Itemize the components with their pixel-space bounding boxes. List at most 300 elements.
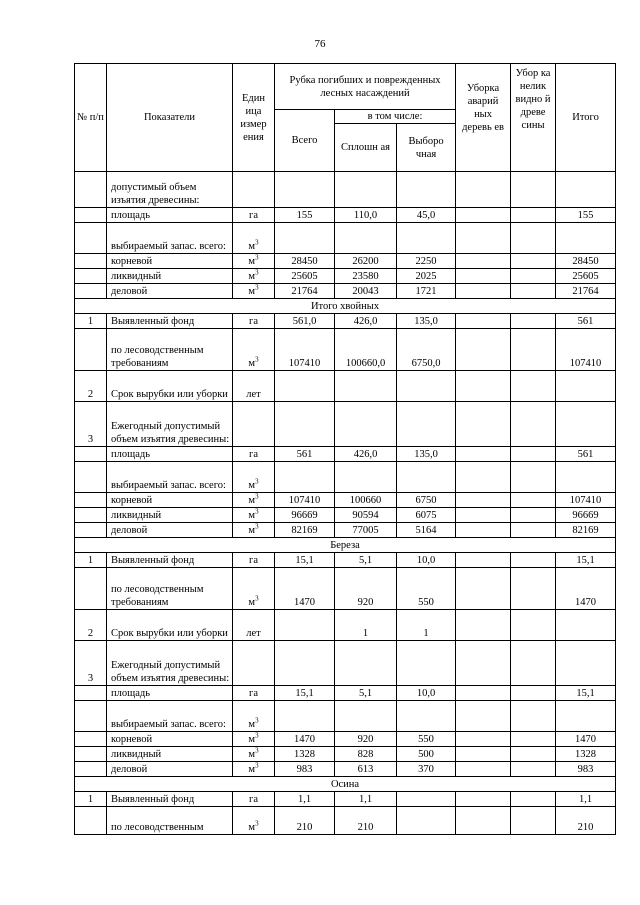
- row-label: деловой: [107, 284, 233, 299]
- value-cell: [456, 641, 511, 686]
- unit-exponent: 3: [255, 477, 259, 486]
- value-cell: 100660: [335, 493, 397, 508]
- row-label: площадь: [107, 208, 233, 223]
- unit-exponent: 3: [255, 492, 259, 501]
- unit-text: м: [248, 510, 256, 521]
- unit-text: м: [248, 734, 256, 745]
- value-cell: [511, 523, 556, 538]
- row-unit: [233, 807, 275, 835]
- value-cell: [511, 371, 556, 402]
- value-cell: 210: [556, 807, 616, 835]
- value-cell: [456, 371, 511, 402]
- row-label: выбираемый запас. всего:: [107, 462, 233, 493]
- section-title: Итого хвойных: [75, 299, 616, 314]
- row-unit: лет: [233, 610, 275, 641]
- row-label: допустимый объем изъятия древесины:: [107, 172, 233, 208]
- row-label: Ежегодный допустимый объем изъятия древесины:: [107, 402, 233, 447]
- row-unit: [233, 223, 275, 254]
- header-num: № п/п: [75, 64, 107, 172]
- unit-exponent: 3: [255, 522, 259, 531]
- value-cell: 2025: [397, 269, 456, 284]
- header-including: в том числе:: [335, 110, 456, 124]
- unit-text: м: [248, 286, 256, 297]
- section-header-row: [75, 538, 616, 553]
- unit-exponent: 3: [255, 268, 259, 277]
- table-row: [75, 792, 616, 807]
- value-cell: 920: [335, 732, 397, 747]
- value-cell: 983: [275, 762, 335, 777]
- row-label: выбираемый запас. всего:: [107, 701, 233, 732]
- value-cell: 10,0: [397, 553, 456, 568]
- header-grand-total: Итого: [556, 64, 616, 172]
- value-cell: [511, 553, 556, 568]
- table-row: [75, 223, 616, 254]
- row-label: Выявленный фонд: [107, 792, 233, 807]
- row-number: [75, 701, 107, 732]
- table-row: [75, 568, 616, 610]
- value-cell: 561,0: [275, 314, 335, 329]
- value-cell: 15,1: [556, 553, 616, 568]
- value-cell: 20043: [335, 284, 397, 299]
- value-cell: [511, 329, 556, 371]
- table-row: [75, 553, 616, 568]
- value-cell: [397, 807, 456, 835]
- value-cell: 1,1: [275, 792, 335, 807]
- value-cell: 90594: [335, 508, 397, 523]
- value-cell: 6750: [397, 493, 456, 508]
- unit-text: м: [248, 495, 256, 506]
- row-unit: [233, 254, 275, 269]
- row-unit: [233, 762, 275, 777]
- unit-text: м: [248, 241, 256, 252]
- value-cell: 561: [556, 314, 616, 329]
- value-cell: 370: [397, 762, 456, 777]
- page-number: 76: [314, 38, 326, 50]
- row-number: [75, 329, 107, 371]
- value-cell: 210: [335, 807, 397, 835]
- row-number: [75, 223, 107, 254]
- value-cell: 23580: [335, 269, 397, 284]
- value-cell: [456, 284, 511, 299]
- value-cell: 561: [275, 447, 335, 462]
- value-cell: 155: [275, 208, 335, 223]
- row-unit: [233, 701, 275, 732]
- value-cell: [511, 493, 556, 508]
- value-cell: 28450: [275, 254, 335, 269]
- unit-exponent: 3: [255, 253, 259, 262]
- unit-text: м: [248, 480, 256, 491]
- value-cell: [511, 269, 556, 284]
- value-cell: 1: [397, 610, 456, 641]
- row-number: [75, 254, 107, 269]
- row-number: [75, 568, 107, 610]
- value-cell: [456, 329, 511, 371]
- table-row: [75, 329, 616, 371]
- row-label: площадь: [107, 447, 233, 462]
- value-cell: 1470: [556, 568, 616, 610]
- table-row: [75, 208, 616, 223]
- value-cell: 28450: [556, 254, 616, 269]
- section-title: Береза: [75, 538, 616, 553]
- value-cell: [456, 701, 511, 732]
- row-unit: [233, 493, 275, 508]
- value-cell: 15,1: [275, 553, 335, 568]
- row-label: Ежегодный допустимый объем изъятия древесины:: [107, 641, 233, 686]
- value-cell: [456, 523, 511, 538]
- value-cell: 5,1: [335, 686, 397, 701]
- value-cell: 920: [335, 568, 397, 610]
- header-total: Всего: [275, 110, 335, 172]
- value-cell: [335, 172, 397, 208]
- value-cell: 550: [397, 568, 456, 610]
- table-row: [75, 747, 616, 762]
- table-row: [75, 807, 616, 835]
- value-cell: [511, 807, 556, 835]
- row-unit: га: [233, 314, 275, 329]
- row-number: [75, 732, 107, 747]
- row-number: [75, 462, 107, 493]
- value-cell: 107410: [556, 329, 616, 371]
- value-cell: [275, 701, 335, 732]
- value-cell: 1470: [275, 732, 335, 747]
- unit-exponent: 3: [255, 761, 259, 770]
- table-row: [75, 641, 616, 686]
- value-cell: [456, 172, 511, 208]
- unit-exponent: 3: [255, 355, 259, 364]
- value-cell: 107410: [556, 493, 616, 508]
- value-cell: [397, 172, 456, 208]
- value-cell: 135,0: [397, 447, 456, 462]
- value-cell: 1328: [556, 747, 616, 762]
- value-cell: 96669: [275, 508, 335, 523]
- value-cell: 10,0: [397, 686, 456, 701]
- row-unit: [233, 462, 275, 493]
- row-number: 2: [75, 371, 107, 402]
- value-cell: 5,1: [335, 553, 397, 568]
- table-row: [75, 269, 616, 284]
- table-row: [75, 284, 616, 299]
- table-row: [75, 371, 616, 402]
- unit-exponent: 3: [255, 283, 259, 292]
- value-cell: [335, 641, 397, 686]
- table-body: [75, 172, 616, 835]
- row-label: Выявленный фонд: [107, 314, 233, 329]
- value-cell: [511, 508, 556, 523]
- value-cell: 25605: [556, 269, 616, 284]
- value-cell: [556, 462, 616, 493]
- row-number: [75, 493, 107, 508]
- value-cell: [397, 402, 456, 447]
- value-cell: 155: [556, 208, 616, 223]
- value-cell: 21764: [275, 284, 335, 299]
- unit-text: м: [248, 525, 256, 536]
- header-felling-group: Рубка погибших и поврежденных лесных насаждений: [275, 64, 456, 110]
- row-number: 1: [75, 792, 107, 807]
- value-cell: 107410: [275, 493, 335, 508]
- row-unit: [233, 172, 275, 208]
- value-cell: [275, 223, 335, 254]
- row-number: 3: [75, 402, 107, 447]
- value-cell: 15,1: [275, 686, 335, 701]
- value-cell: [456, 223, 511, 254]
- row-label: по лесоводственным требованиям: [107, 568, 233, 610]
- value-cell: [456, 269, 511, 284]
- row-unit: га: [233, 447, 275, 462]
- section-title: Осина: [75, 777, 616, 792]
- row-label: площадь: [107, 686, 233, 701]
- row-number: [75, 747, 107, 762]
- table-row: [75, 402, 616, 447]
- row-label: выбираемый запас. всего:: [107, 223, 233, 254]
- table-row: [75, 762, 616, 777]
- row-number: [75, 172, 107, 208]
- row-label: деловой: [107, 523, 233, 538]
- header-selective-felling: Выборо чная: [397, 124, 456, 172]
- value-cell: [456, 402, 511, 447]
- value-cell: 82169: [556, 523, 616, 538]
- unit-exponent: 3: [255, 746, 259, 755]
- row-number: 1: [75, 553, 107, 568]
- unit-exponent: 3: [255, 716, 259, 725]
- row-number: 2: [75, 610, 107, 641]
- value-cell: [511, 172, 556, 208]
- value-cell: 550: [397, 732, 456, 747]
- value-cell: 1470: [556, 732, 616, 747]
- value-cell: [397, 371, 456, 402]
- value-cell: [275, 371, 335, 402]
- row-label: по лесоводственным требованиям: [107, 329, 233, 371]
- unit-text: м: [248, 749, 256, 760]
- unit-exponent: 3: [255, 731, 259, 740]
- value-cell: [456, 508, 511, 523]
- value-cell: 210: [275, 807, 335, 835]
- value-cell: 1721: [397, 284, 456, 299]
- value-cell: 5164: [397, 523, 456, 538]
- row-unit: [233, 329, 275, 371]
- row-unit: га: [233, 686, 275, 701]
- value-cell: [511, 223, 556, 254]
- value-cell: [456, 208, 511, 223]
- value-cell: 100660,0: [335, 329, 397, 371]
- value-cell: [397, 223, 456, 254]
- unit-text: м: [248, 719, 256, 730]
- row-unit: [233, 508, 275, 523]
- value-cell: [335, 223, 397, 254]
- row-number: [75, 762, 107, 777]
- row-unit: га: [233, 792, 275, 807]
- row-unit: лет: [233, 371, 275, 402]
- table-row: [75, 314, 616, 329]
- value-cell: [511, 568, 556, 610]
- row-unit: [233, 523, 275, 538]
- row-number: [75, 508, 107, 523]
- value-cell: 135,0: [397, 314, 456, 329]
- value-cell: [456, 462, 511, 493]
- value-cell: 107410: [275, 329, 335, 371]
- value-cell: [456, 610, 511, 641]
- value-cell: [511, 402, 556, 447]
- value-cell: [456, 732, 511, 747]
- unit-text: м: [248, 822, 256, 833]
- row-unit: га: [233, 208, 275, 223]
- value-cell: 15,1: [556, 686, 616, 701]
- value-cell: [397, 641, 456, 686]
- value-cell: 26200: [335, 254, 397, 269]
- value-cell: [511, 792, 556, 807]
- header-clear-felling: Сплошн ая: [335, 124, 397, 172]
- value-cell: [556, 402, 616, 447]
- value-cell: [335, 462, 397, 493]
- row-unit: га: [233, 553, 275, 568]
- value-cell: [511, 314, 556, 329]
- row-unit: [233, 568, 275, 610]
- table-row: [75, 172, 616, 208]
- value-cell: 1,1: [556, 792, 616, 807]
- header-emergency-trees: Уборка аварий ных деревь ев: [456, 64, 511, 172]
- header-unit: Един ица измер ения: [233, 64, 275, 172]
- value-cell: [556, 223, 616, 254]
- value-cell: [511, 284, 556, 299]
- value-cell: [456, 747, 511, 762]
- value-cell: [511, 208, 556, 223]
- value-cell: 77005: [335, 523, 397, 538]
- value-cell: 110,0: [335, 208, 397, 223]
- value-cell: 1328: [275, 747, 335, 762]
- value-cell: [456, 568, 511, 610]
- value-cell: [556, 701, 616, 732]
- unit-exponent: 3: [255, 819, 259, 828]
- value-cell: 1,1: [335, 792, 397, 807]
- value-cell: [397, 792, 456, 807]
- value-cell: [456, 762, 511, 777]
- table-header: [75, 64, 616, 172]
- value-cell: 82169: [275, 523, 335, 538]
- table-row: [75, 462, 616, 493]
- value-cell: [511, 254, 556, 269]
- row-label: Срок вырубки или уборки: [107, 371, 233, 402]
- value-cell: [397, 462, 456, 493]
- table-row: [75, 701, 616, 732]
- value-cell: 983: [556, 762, 616, 777]
- value-cell: 6750,0: [397, 329, 456, 371]
- value-cell: [456, 553, 511, 568]
- value-cell: [275, 462, 335, 493]
- row-unit: [233, 284, 275, 299]
- value-cell: [511, 447, 556, 462]
- value-cell: [275, 610, 335, 641]
- value-cell: 21764: [556, 284, 616, 299]
- row-label: Выявленный фонд: [107, 553, 233, 568]
- value-cell: [275, 641, 335, 686]
- value-cell: [456, 254, 511, 269]
- value-cell: [556, 641, 616, 686]
- row-number: [75, 523, 107, 538]
- section-header-row: [75, 299, 616, 314]
- value-cell: 561: [556, 447, 616, 462]
- value-cell: 1470: [275, 568, 335, 610]
- section-header-row: [75, 777, 616, 792]
- value-cell: 6075: [397, 508, 456, 523]
- table-row: [75, 254, 616, 269]
- value-cell: [275, 172, 335, 208]
- value-cell: [556, 371, 616, 402]
- table-row: [75, 610, 616, 641]
- value-cell: [456, 686, 511, 701]
- row-number: [75, 807, 107, 835]
- unit-text: м: [248, 764, 256, 775]
- header-illiquid-wood: Убор ка нелик видно й древе сины: [511, 64, 556, 172]
- value-cell: [511, 732, 556, 747]
- value-cell: [556, 172, 616, 208]
- value-cell: [456, 447, 511, 462]
- row-label: ликвидный: [107, 747, 233, 762]
- value-cell: [335, 402, 397, 447]
- header-indicators: Показатели: [107, 64, 233, 172]
- value-cell: [511, 686, 556, 701]
- row-unit: [233, 269, 275, 284]
- value-cell: [397, 701, 456, 732]
- row-label: ликвидный: [107, 269, 233, 284]
- value-cell: 828: [335, 747, 397, 762]
- value-cell: [511, 701, 556, 732]
- row-number: [75, 447, 107, 462]
- value-cell: 613: [335, 762, 397, 777]
- value-cell: 426,0: [335, 447, 397, 462]
- row-number: 3: [75, 641, 107, 686]
- row-label: корневой: [107, 254, 233, 269]
- value-cell: 25605: [275, 269, 335, 284]
- row-label: корневой: [107, 732, 233, 747]
- unit-exponent: 3: [255, 238, 259, 247]
- row-label: Срок вырубки или уборки: [107, 610, 233, 641]
- value-cell: [511, 641, 556, 686]
- unit-exponent: 3: [255, 594, 259, 603]
- row-unit: [233, 747, 275, 762]
- table-row: [75, 508, 616, 523]
- unit-text: м: [248, 271, 256, 282]
- value-cell: [456, 314, 511, 329]
- value-cell: [456, 807, 511, 835]
- value-cell: [335, 701, 397, 732]
- unit-text: м: [248, 358, 256, 369]
- value-cell: 1: [335, 610, 397, 641]
- row-unit: [233, 732, 275, 747]
- row-number: [75, 686, 107, 701]
- row-number: [75, 208, 107, 223]
- unit-exponent: 3: [255, 507, 259, 516]
- unit-text: м: [248, 256, 256, 267]
- value-cell: [275, 402, 335, 447]
- value-cell: [456, 792, 511, 807]
- value-cell: [511, 610, 556, 641]
- row-label: корневой: [107, 493, 233, 508]
- value-cell: [511, 762, 556, 777]
- value-cell: [511, 462, 556, 493]
- row-unit: [233, 402, 275, 447]
- value-cell: 500: [397, 747, 456, 762]
- value-cell: [456, 493, 511, 508]
- table-row: [75, 732, 616, 747]
- forest-felling-table: [74, 63, 616, 835]
- value-cell: [335, 371, 397, 402]
- row-label: по лесоводственным: [107, 807, 233, 835]
- value-cell: [511, 747, 556, 762]
- table-row: [75, 447, 616, 462]
- value-cell: 426,0: [335, 314, 397, 329]
- value-cell: 45,0: [397, 208, 456, 223]
- row-number: [75, 284, 107, 299]
- value-cell: [556, 610, 616, 641]
